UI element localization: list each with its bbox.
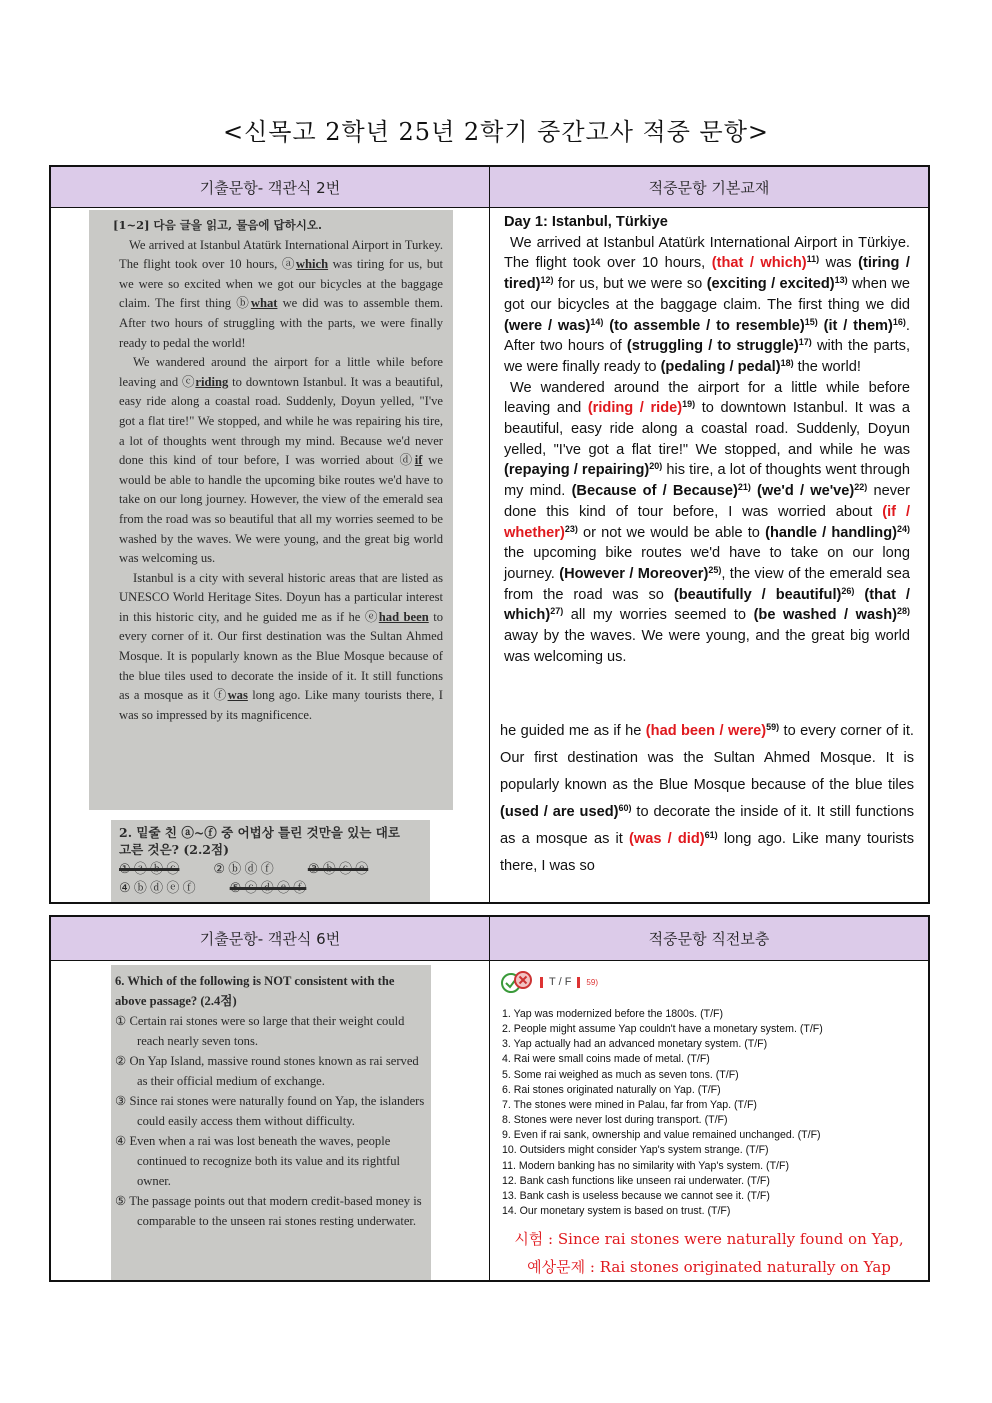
exam-answer-line: 시험 : Since rai stones were naturally found on Yap, [514,1230,904,1248]
tf-bar-right [577,977,580,988]
question-stem: 6. Which of the following is NOT consistent with the above passage? (2.4점) [115,974,395,1008]
tf-item: 3. Yap actually had an advanced monetary system. (T/F) [502,1038,768,1051]
header-textbook: 적중문항 기본교재 [490,167,928,208]
passage-paragraph: We arrived at Istanbul Atatürk International Airport in Turkey. The flight took over 10 hours, ⓐwhich was tiring for us, but we were so excited when we got our bicycles at the baggage claim. The first thing ⓑwhat we did was to assemble them. After two hours of struggling with the parts, we were finally ready to pedal the world! [119,237,443,350]
tf-item: 9. Even if rai sank, ownership and value remained unchanged. (T/F) [502,1129,821,1142]
predicted-question-line: 예상문제 : Rai stones originated naturally on Yap [527,1258,891,1276]
answer-option: ④ Even when a rai was lost beneath the waves, people continued to recognize both its value and its rightful owner. [115,1134,401,1188]
scanned-passage [89,210,453,810]
tf-item: 14. Our monetary system is based on trust. (T/F) [502,1205,731,1218]
tf-item: 2. People might assume Yap couldn't have a monetary system. (T/F) [502,1023,823,1036]
question-line: 고른 것은? (2.2점) [119,842,229,857]
table-question-6 [49,915,930,1282]
answer-option: ③ ⓑ ⓒ ⓔ [307,861,369,876]
tf-item: 8. Stones were never lost during transport. (T/F) [502,1114,728,1127]
tf-number: 59) [586,977,598,987]
answer-option: ② On Yap Island, massive round stones known as rai served as their official medium of exchange. [115,1054,419,1088]
textbook-paragraph: We arrived at Istanbul Atatürk International Airport in Türkiye. The flight took over 10 hours, (that / which)$^{11)}$ was (tiring / tired)$^{12)}$ for us, but we were so (exciting / excited)$^{13)}$ when we got our bicycles at the baggage claim. The first thing we did (were / was)$^{14)}$ (to assemble / to resemble)$^{15)}$ (it / them)$^{16)}$. After two hours of (struggling / to struggle)$^{17)}$ with the parts, we were finally ready to (pedaling / pedal)$^{18)}$ the world! [504,234,911,375]
textbook-passage-continued: he guided me as if he (had been / were)$^{59)}$ to every corner of it. Our first destination was the Sultan Ahmed Mosque. It is popularly known as the Blue Mosque because of the blue tiles (used / are used)$^{60)}$ to decorate the inside of it. It still functions as a mosque as it (was / did)$^{61)}$ long ago. Like many tourists there, I was so [500,722,914,874]
past-exam-cell [51,208,490,902]
tf-item: 10. Outsiders might consider Yap's system strange. (T/F) [502,1144,769,1157]
scanned-question [111,965,431,1280]
check-cross-icon [500,971,534,993]
header-past-exam: 기출문항- 객관식 2번 [51,167,490,208]
day-heading: Day 1: Istanbul, Türkiye [504,214,668,230]
answer-option: ④ ⓑ ⓓ ⓔ ⓕ [119,880,196,895]
header-past-exam: 기출문항- 객관식 6번 [51,917,490,961]
tf-item: 1. Yap was modernized before the 1800s. (T/F) [502,1008,724,1020]
tf-item: 13. Bank cash is useless because we cannot see it. (T/F) [502,1189,770,1202]
tf-bar-left [540,977,543,988]
scanned-question [111,820,430,902]
passage-paragraph: Istanbul is a city with several historic areas that are listed as UNESCO World Heritage Sites. Doyun has a particular interest in this historic city, and he guided me as if he ⓔhad been to every corner of it. Our first destination was the Sultan Ahmed Mosque. It is popularly known as the Blue Mosque because of the blue tiles used to decorate the inside of it. It still functions as a mosque as it ⓕwas long ago. Like many tourists there, I was so impressed by its magnificence. [119,570,443,722]
tf-item: 11. Modern banking has no similarity with Yap's system. (T/F) [502,1159,789,1172]
question-line: 2. 밑줄 친 ⓐ~ⓕ 중 어법상 틀린 것만을 있는 대로 [119,825,400,840]
textbook-paragraph: We wandered around the airport for a little while before leaving and (riding / ride)$^{19)}$ to downtown Istanbul. It was a beautiful, easy ride along a coastal road. Suddenly, Doyun yelled, "I've got a flat tire!" We stopped, and while he was (repaying / repairing)$^{20)}$ his tire, a lot of thoughts went through my mind. (Because of / Because)$^{21)}$ (we'd / we've)$^{22)}$ never done this kind of tour before, I was worried about (if / whether)$^{23)}$ or not we would be able to (handle / handling)$^{24)}$ the upcoming bike routes we'd have to take on our long journey. (However / Moreover)$^{25)}$, the view of the emerald sea from the road was so (beautifully / beautiful)$^{26)}$ (that / which)$^{27)}$ all my worries seemed to (be washed / wash)$^{28)}$ away by the waves. We were young, and the great big world was welcoming us. [504,379,910,665]
answer-option: ⑤ ⓒ ⓓ ⓔ ⓕ [229,880,307,895]
answer-option: ② ⓑ ⓓ ⓕ [213,861,274,876]
answer-option: ① ⓐ ⓑ ⓒ [119,861,180,876]
header-supplement: 적중문항 직전보충 [490,917,928,961]
answer-option: ⑤ The passage points out that modern credit-based money is comparable to the unseen rai stones resting underwater. [115,1194,422,1228]
tf-label: T / F [549,976,572,988]
textbook-passage [504,212,910,667]
page-title: <신목고 2학년 25년 2학기 중간고사 적중 문항> [222,118,769,146]
tf-item: 5. Some rai weighed as much as seven tons. (T/F) [502,1068,739,1081]
table-question-2 [49,165,930,904]
answer-option: ① Certain rai stones were so large that their weight could reach nearly seven tons. [115,1014,405,1048]
supplement-cell [490,961,928,1280]
tf-item: 6. Rai stones originated naturally on Yap. (T/F) [502,1083,721,1096]
answer-option: ③ Since rai stones were naturally found on Yap, the islanders could easily access them without difficulty. [115,1094,425,1128]
passage-heading: [1~2] 다음 글을 읽고, 물음에 답하시오. [113,218,322,232]
tf-item: 12. Bank cash functions like unseen rai underwater. (T/F) [502,1174,770,1187]
passage-paragraph: We wandered around the airport for a little while before leaving and ⓒriding to downtown Istanbul. It was a beautiful, easy ride along a coastal road. Suddenly, Doyun yelled, "I've got a flat tire!" We stopped, and while he was repairing his tire, a lot of thoughts went through my mind. Because we'd never done this kind of tour before, I was worried about ⓓif we would be able to handle the upcoming bike routes we'd have to take on our long journey. However, the view of the emerald sea from the road was so beautiful that all my worries seemed to be washed by the waves. We were young, and the great big world was welcoming us. [119,355,443,566]
tf-item: 4. Rai were small coins made of metal. (T/F) [502,1053,710,1066]
tf-item: 7. The stones were mined in Palau, far from Yap. (T/F) [502,1098,757,1111]
answer-options [119,860,422,877]
past-exam-cell [51,961,490,1280]
tf-list [502,1007,922,1219]
tf-header [500,971,598,993]
textbook-cell [490,208,928,902]
answer-options [119,879,422,896]
